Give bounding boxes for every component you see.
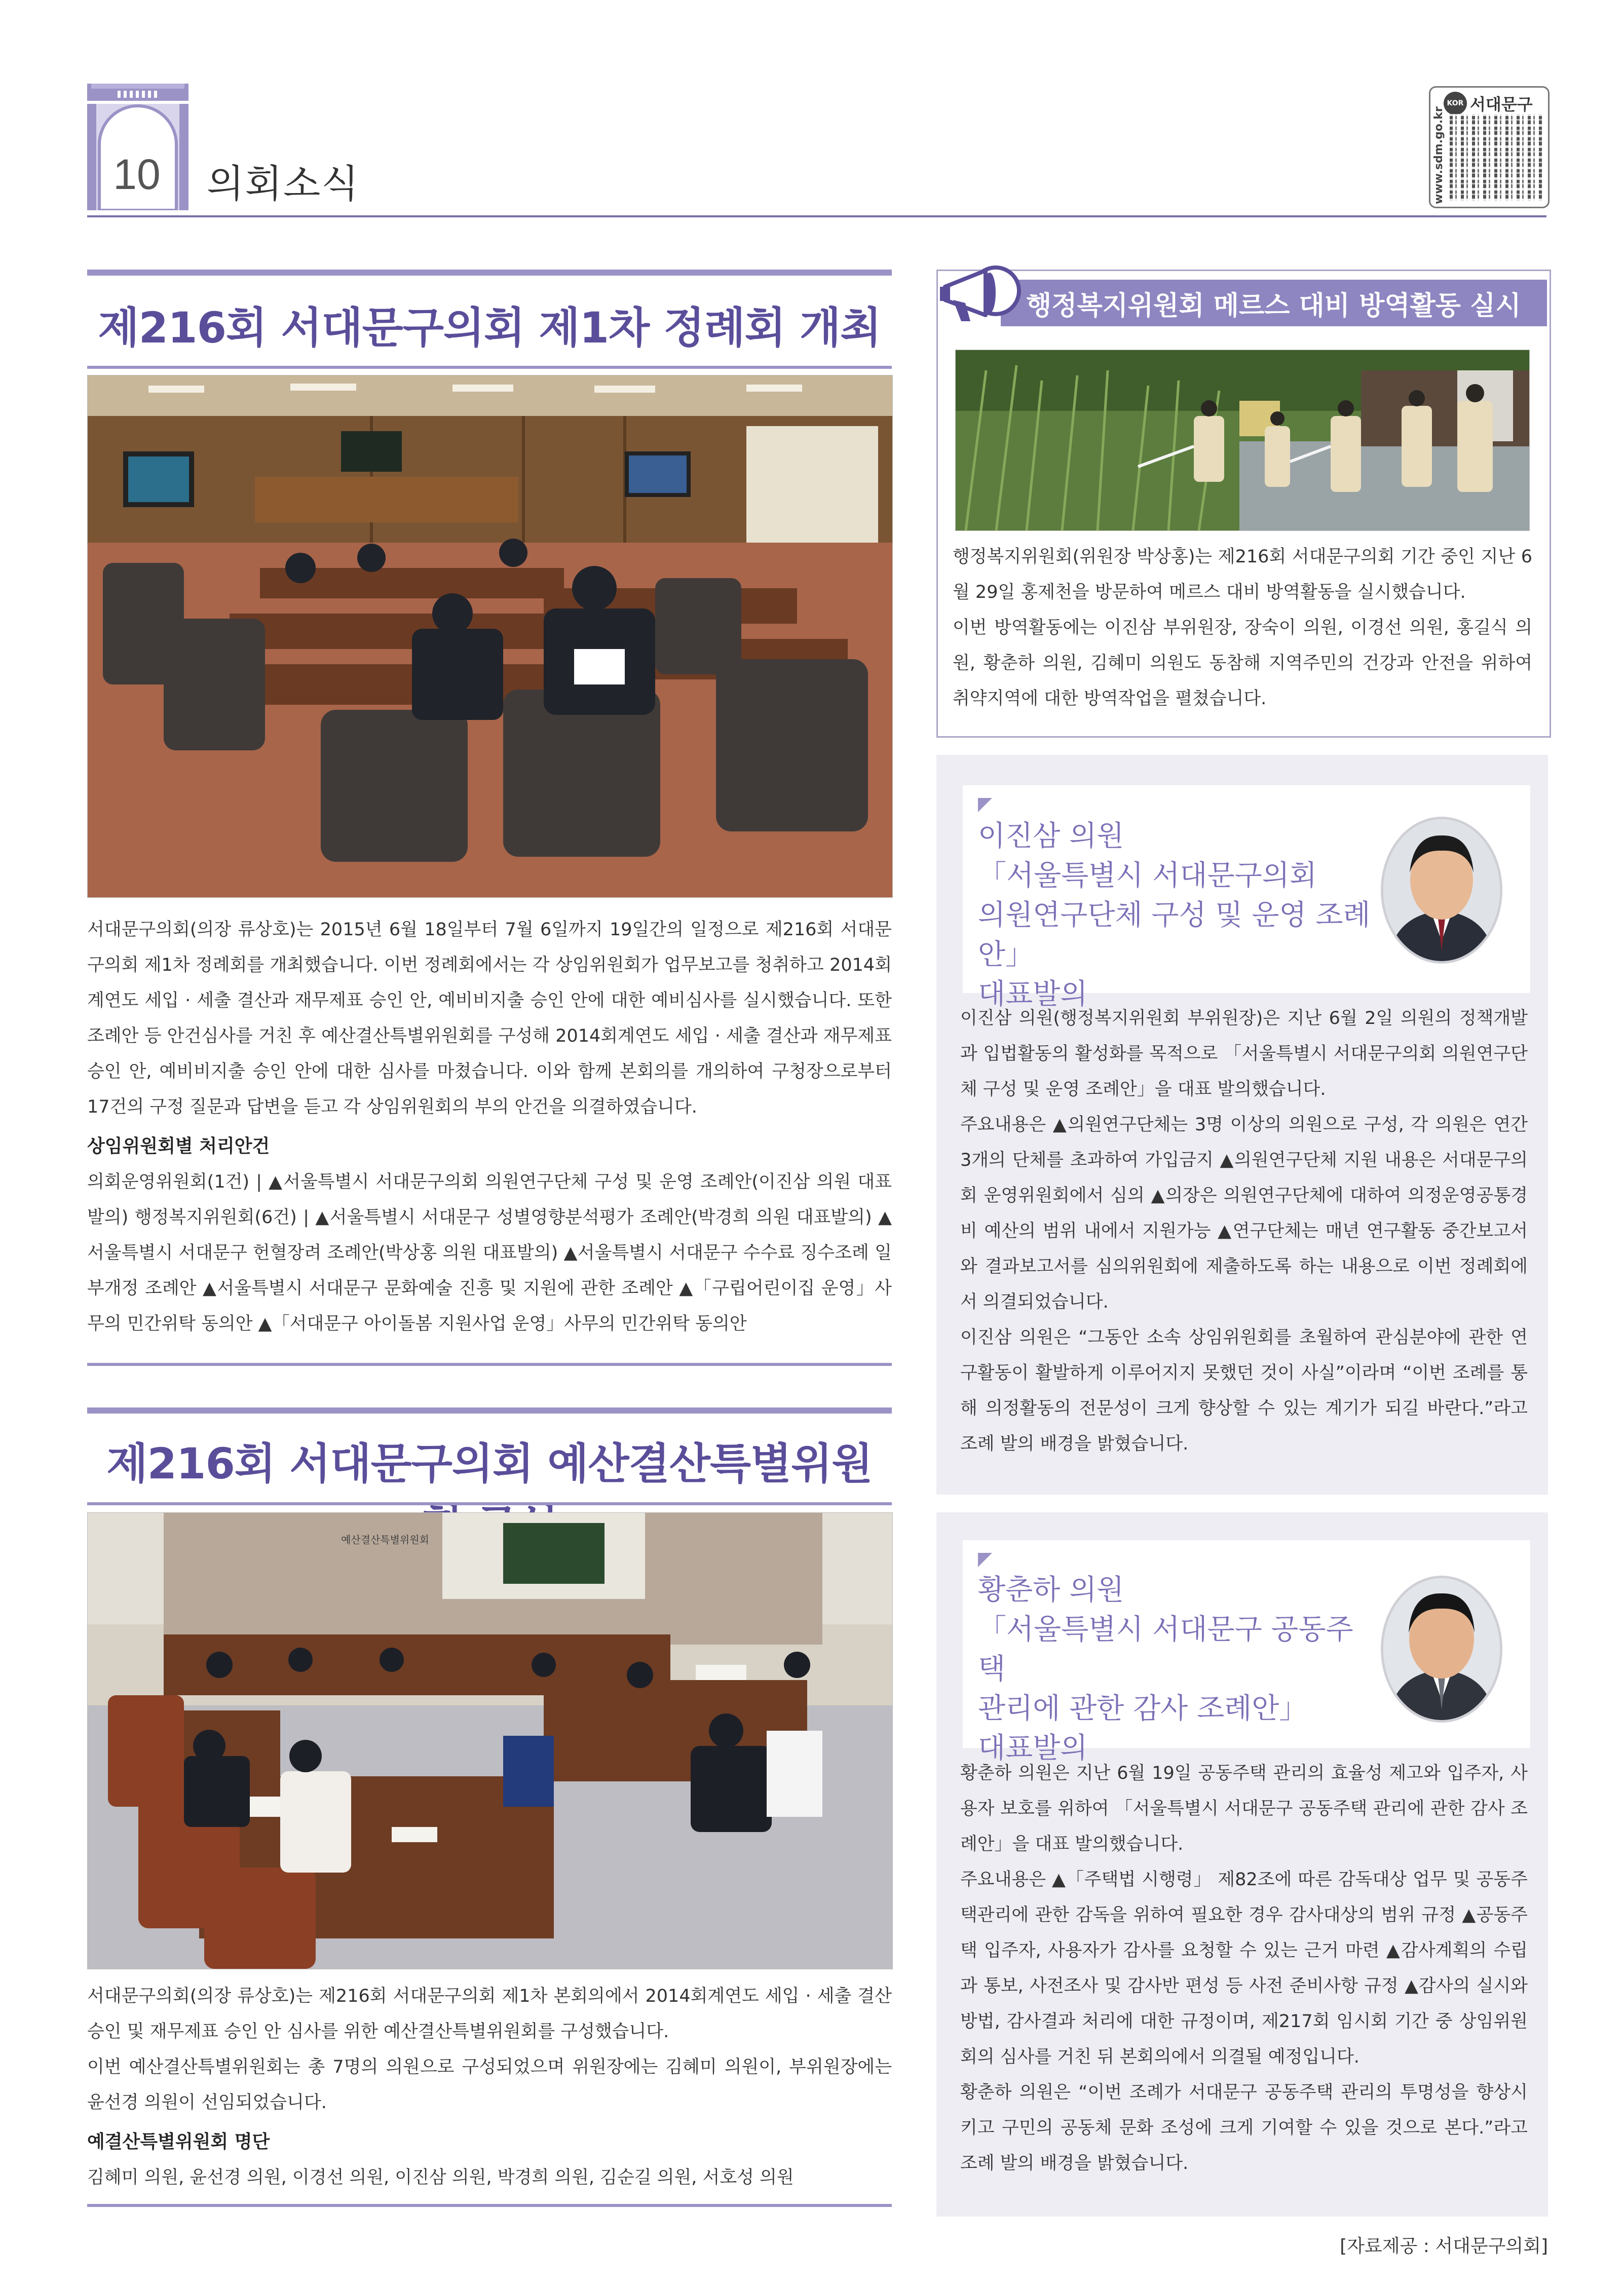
corner-mark-icon <box>978 798 992 812</box>
card-leejinsam-title-line3: 의원연구단체 구성 및 운영 조례안」 <box>978 899 1371 971</box>
card-hwangchunha-name: 황춘하 의원 <box>978 1574 1124 1607</box>
mers-news-paragraph1: 행정복지위원회(위원장 박상홍)는 제216회 서대문구의회 기간 중인 지난 6월 29일 홍제천을 방문하여 메르스 대비 방역활동을 실시했습니다. <box>953 547 1532 602</box>
card-hwangchunha-title-line4: 대표발의 <box>978 1732 1088 1765</box>
mers-news-body <box>953 539 1532 716</box>
card-hwangchunha-body <box>960 1756 1528 2181</box>
mers-news-paragraph2: 이번 방역활동에는 이진삼 부위원장, 장숙이 의원, 이경선 의원, 홍길식 의원, 황춘하 의원, 김혜미 의원도 동참해 지역주민의 건강과 안전을 위하여 취약지역에 대한 방역작업을 펼쳤습니다. <box>953 618 1532 709</box>
article1-subhead: 상임위원회별 처리안건 <box>87 1136 270 1157</box>
card-hwangchunha-paragraph1: 황춘하 의원은 지난 6월 19일 공동주택 관리의 효율성 제고와 입주자, 사용자 보호를 위하여 「서울특별시 서대문구 공동주택 관리에 관한 감사 조례안」을 대표 발의했습니다. <box>960 1763 1528 1854</box>
header-rule <box>87 215 1546 217</box>
card-leejinsam-paragraph3: 이진삼 의원은 “그동안 소속 상임위원회를 초월하여 관심분야에 관한 연구활동이 활발하게 이루어지지 못했던 것이 사실”이라며 “이번 조례를 통해 의정활동의 전문성이 크게 향상할 수 있는 계기가 되길 바란다.”라고 조례 발의 배경을 밝혔습니다. <box>960 1327 1528 1454</box>
mers-news-title-text: 행정복지위원회 메르스 대비 방역활동 실시 <box>1026 290 1521 321</box>
megaphone-icon <box>935 259 1021 335</box>
card-leejinsam-body <box>960 1001 1528 1462</box>
page-number: 10 <box>113 150 161 198</box>
qr-url: www.sdm.go.kr <box>1432 106 1445 204</box>
article1-title-rule <box>87 366 892 369</box>
article1-top-rule <box>87 270 892 276</box>
card-hwangchunha-title <box>978 1571 1373 1768</box>
qr-code-block <box>1429 86 1550 208</box>
card-leejinsam-title <box>978 817 1373 1014</box>
card-hwangchunha-title-line3: 관리에 관한 감사 조례안」 <box>978 1692 1308 1725</box>
card-leejinsam-name: 이진삼 의원 <box>978 820 1124 853</box>
article2-paragraph2: 이번 예산결산특별위원회는 총 7명의 의원으로 구성되었으며 위원장에는 김혜미 의원이, 부위원장에는 윤선경 의원이 선임되었습니다. <box>87 2057 892 2113</box>
section-title: 의회소식 <box>207 161 360 206</box>
budget-committee-photo <box>87 1512 893 1969</box>
disinfection-photo <box>955 350 1530 531</box>
card-leejinsam-title-line4: 대표발의 <box>978 978 1088 1011</box>
hwangchunha-portrait <box>1381 1576 1502 1723</box>
article2-bottom-rule <box>87 2204 892 2207</box>
mers-news-title <box>1001 280 1547 326</box>
kor-badge: KOR <box>1444 92 1467 115</box>
qr-district: 서대문구 <box>1470 95 1533 114</box>
article1-body <box>87 912 892 1342</box>
article2-top-rule <box>87 1407 892 1414</box>
card-leejinsam-paragraph1: 이진삼 의원(행정복지위원회 부위원장)은 지난 6월 2일 의원의 정책개발과 입법활동의 활성화를 목적으로 「서울특별시 서대문구의회 의원연구단체 구성 및 운영 조례안」을 대표 발의했습니다. <box>960 1008 1528 1099</box>
card-leejinsam-title-line2: 「서울특별시 서대문구의회 <box>978 859 1317 892</box>
qr-code-icon <box>1450 114 1543 201</box>
article2-subhead: 예결산특별위원회 명단 <box>87 2131 270 2152</box>
corner-mark-icon <box>978 1553 992 1567</box>
article1-items: 의회운영위원회(1건) | ▲서울특별시 서대문구의회 의원연구단체 구성 및 운영 조례안(이진삼 의원 대표발의) 행정복지위원회(6건) | ▲서울특별시 서대문구 성별영향분석평가 조례안(박경희 의원 대표발의) ▲서울특별시 서대문구 헌혈장려 조례안(박상홍 의원 대표발의) ▲서울특별시 서대문구 수수료 징수조례 일부개정 조례안 ▲서울특별시 서대문구 문화예술 진흥 및 지원에 관한 조례안 ▲「구립어린이집 운영」사무의 민간위탁 동의안 ▲「서대문구 아이돌봄 지원사업 운영」사무의 민간위탁 동의안 <box>87 1172 892 1334</box>
source-credit: [자료제공 : 서대문구의회] <box>1340 2236 1548 2257</box>
article2-title: 제216회 서대문구의회 예산결산특별위원 <box>106 1439 873 1489</box>
article1-bottom-rule <box>87 1363 892 1366</box>
article1-paragraph: 서대문구의회(의장 류상호)는 2015년 6월 18일부터 7월 6일까지 19일간의 일정으로 제216회 서대문구의회 제1차 정례회를 개최했습니다. 이번 정례회에서는 각 상임위원회가 업무보고를 청취하고 2014회계연도 세입 · 세출 결산과 재무제표 승인 안, 예비비지출 승인 안에 대한 예비심사를 실시했습니다. 또한 조례안 등 안건심사를 거친 후 예산결산특별위원회를 구성해 2014회계연도 세입 · 세출 결산과 재무제표 승인 안, 예비비지출 승인 안에 대한 심사를 마쳤습니다. 이와 함께 본회의를 개의하여 구청장으로부터 17건의 구정 질문과 답변을 듣고 각 상임위원회의 부의 안건을 의결하였습니다. <box>87 920 892 1117</box>
article2-title-rule <box>87 1502 892 1505</box>
article2-body <box>87 1978 892 2195</box>
leejinsam-portrait <box>1381 817 1502 964</box>
article1-title: 제216회 서대문구의회 제1차 정례회 개최 <box>98 303 881 353</box>
article2-paragraph1: 서대문구의회(의장 류상호)는 제216회 서대문구의회 제1차 본회의에서 2014회계연도 세입 · 세출 결산 승인 및 재무제표 승인 안 심사를 위한 예산결산특별위원회를 구성했습니다. <box>87 1986 892 2042</box>
card-hwangchunha-paragraph3: 황춘하 의원은 “이번 조례가 서대문구 공동주택 관리의 투명성을 향상시키고 구민의 공동체 문화 조성에 크게 기여할 수 있을 것으로 본다.”라고 조례 발의 배경을 밝혔습니다. <box>960 2082 1528 2174</box>
card-hwangchunha-paragraph2: 주요내용은 ▲「주택법 시행령」 제82조에 따른 감독대상 업무 및 공동주택관리에 관한 감독을 위하여 필요한 경우 감사대상의 범위 규정 ▲공동주택 입주자, 사용자가 감사를 요청할 수 있는 근거 마련 ▲감사계획의 수립과 통보, 사전조사 및 감사반 편성 등 사전 준비사항 규정 ▲감사의 실시와 방법, 감사결과 처리에 대한 규정이며, 제217회 임시회 기간 중 상임위원회의 심사를 거친 뒤 본회의에서 의결될 예정입니다. <box>960 1870 1528 2067</box>
article2-members: 김혜미 의원, 윤선경 의원, 이경선 의원, 이진삼 의원, 박경희 의원, 김순길 의원, 서호성 의원 <box>87 2167 794 2188</box>
council-session-photo <box>87 375 893 898</box>
card-leejinsam-paragraph2: 주요내용은 ▲의원연구단체는 3명 이상의 의원으로 구성, 각 의원은 연간 3개의 단체를 초과하여 가입금지 ▲의원연구단체 지원 내용은 서대문구의회 운영위원회에서 심의 ▲의장은 의원연구단체에 대하여 의정운영공통경비 예산의 범위 내에서 지원가능 ▲연구단체는 매년 연구활동 중간보고서와 결과보고서를 심의위원회에 제출하도록 하는 내용으로 이번 정례회에서 의결되었습니다. <box>960 1115 1528 1312</box>
card-hwangchunha-title-line2: 「서울특별시 서대문구 공동주택 <box>978 1613 1353 1686</box>
photo-sign: 예산결산특별위원회 <box>341 1534 429 1546</box>
